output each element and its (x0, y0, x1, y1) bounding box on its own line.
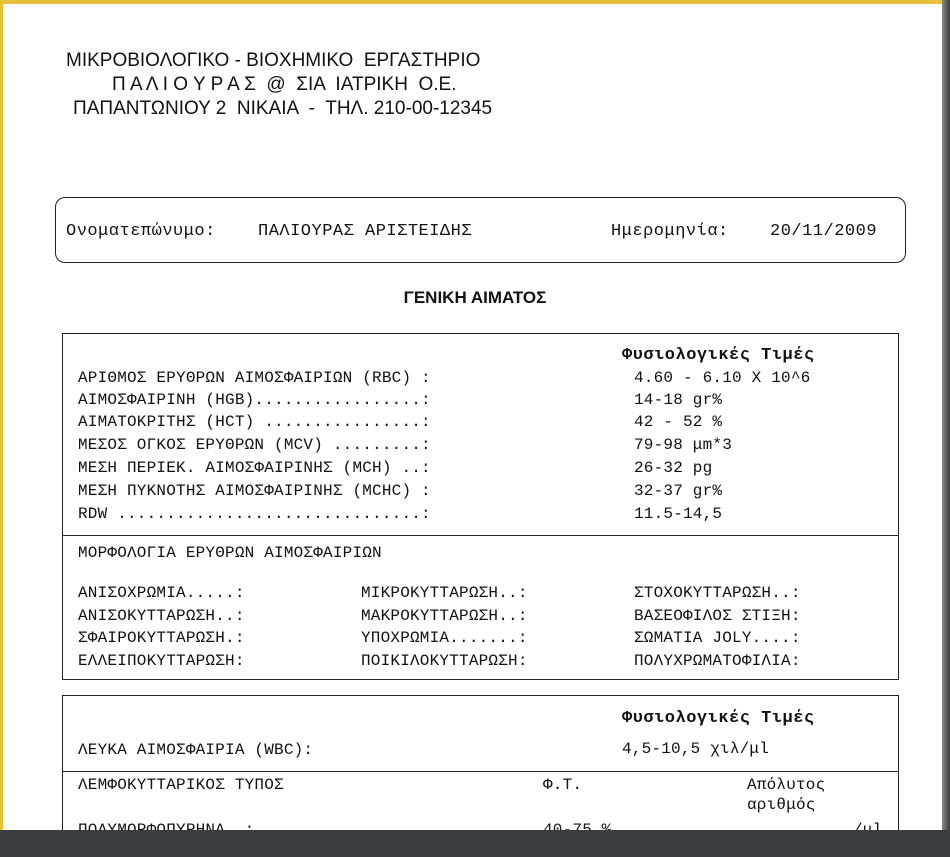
morphology-item: ΥΠΟΧΡΩΜΙΑ.......: (361, 629, 528, 647)
morphology-item: ΑΝΙΣΟΚΥΤΤΑΡΩΣΗ..: (78, 607, 245, 625)
lymph-type-header: ΛΕΜΦΟΚΥΤΤΑΡΙΚΟΣ ΤΥΠΟΣ (78, 776, 284, 794)
window-left-border (0, 0, 3, 830)
hct-row-label: ΑΙΜΑΤΟΚΡΙΤΗΣ (HCT) ................: (78, 413, 431, 431)
mcv-row-label: ΜΕΣΟΣ ΟΓΚΟΣ ΕΡΥΘΡΩΝ (MCV) .........: (78, 436, 431, 454)
report-title: ΓΕΝΙΚΗ ΑΙΜΑΤΟΣ (403, 288, 547, 307)
mcv-row-range: 79-98 μm*3 (634, 436, 733, 454)
window-top-border (0, 0, 950, 4)
morphology-divider (62, 535, 899, 536)
absolute-header-line1: Απόλυτος (747, 776, 826, 794)
patient-name-value: ΠΑΛΙΟΥΡΑΣ ΑΡΙΣΤΕΙΔΗΣ (258, 222, 473, 241)
wbc-normal-values-header: Φυσιολογικές Τιμές (622, 709, 815, 728)
morphology-item: ΣΩΜΑΤΙΑ JOLY....: (634, 629, 801, 647)
morphology-item: ΣΦΑΙΡΟΚΥΤΤΑΡΩΣΗ.: (78, 629, 245, 647)
rbc-normal-values-header: Φυσιολογικές Τιμές (622, 346, 815, 365)
rbc-row-label: ΑΡΙΘΜΟΣ ΕΡΥΘΡΩΝ ΑΙΜΟΣΦΑΙΡΙΩΝ (RBC) : (78, 369, 431, 387)
mch-row-label: ΜΕΣΗ ΠΕΡΙΕΚ. ΑΙΜΟΣΦΑΙΡΙΝΗΣ (MCH) ..: (78, 459, 431, 477)
mch-row-range: 26-32 pg (634, 459, 713, 477)
lab-name: ΜΙΚΡΟΒΙΟΛΟΓΙΚΟ - ΒΙΟΧΗΜΙΚΟ ΕΡΓΑΣΤΗΡΙΟ (66, 50, 481, 71)
morphology-item: ΠΟΛΥΧΡΩΜΑΤΟΦΙΛΙΑ: (634, 652, 801, 670)
morphology-item: ΣΤΟΧΟΚΥΤΤΑΡΩΣΗ..: (634, 584, 801, 602)
mchc-row-label: ΜΕΣΗ ΠΥΚΝΟΤΗΣ ΑΙΜΟΣΦΑΙΡΙΝΗΣ (MCHC) : (78, 482, 431, 500)
rdw-row-range: 11.5-14,5 (634, 505, 723, 523)
rdw-row-label: RDW ...............................: (78, 505, 431, 523)
hgb-row-range: 14-18 gr% (634, 391, 723, 409)
window-right-border (942, 0, 950, 830)
lymph-divider (62, 771, 899, 772)
rbc-row-range: 4.60 - 6.10 X 10^6 (634, 369, 811, 387)
hct-row-range: 42 - 52 % (634, 413, 723, 431)
wbc-label: ΛΕΥΚΑ ΑΙΜΟΣΦΑΙΡΙΑ (WBC): (78, 741, 314, 759)
ft-header: Φ.Τ. (543, 776, 583, 794)
morphology-item: ΒΑΣΕΟΦΙΛΟΣ ΣΤΙΞΗ: (634, 607, 801, 625)
hgb-row-label: ΑΙΜΟΣΦΑΙΡΙΝΗ (HGB).................: (78, 391, 431, 409)
morphology-item: ΜΑΚΡΟΚΥΤΤΑΡΩΣΗ..: (361, 607, 528, 625)
morphology-item: ΠΟΙΚΙΛΟΚΥΤΤΑΡΩΣΗ: (361, 652, 528, 670)
date-label: Ημερομηνία: (611, 222, 729, 241)
morphology-item: ΜΙΚΡΟΚΥΤΤΑΡΩΣΗ..: (361, 584, 528, 602)
lab-company: Π Α Λ Ι Ο Υ Ρ Α Σ @ ΣΙΑ ΙΑΤΡΙΚΗ Ο.Ε. (112, 74, 457, 95)
lab-address: ΠΑΠΑΝΤΩΝΙΟΥ 2 ΝΙΚΑΙΑ - ΤΗΛ. 210-00-12345 (73, 98, 493, 119)
morphology-header: ΜΟΡΦΟΛΟΓΙΑ ΕΡΥΘΡΩΝ ΑΙΜΟΣΦΑΙΡΙΩΝ (78, 544, 382, 562)
absolute-header-line2: αριθμός (747, 796, 816, 814)
wbc-range: 4,5-10,5 χιλ/μl (622, 740, 770, 758)
patient-name-label: Ονοματεπώνυμο: (66, 222, 216, 241)
mchc-row-range: 32-37 gr% (634, 482, 723, 500)
morphology-item: ΕΛΛΕΙΠΟΚΥΤΤΑΡΩΣΗ: (78, 652, 245, 670)
window-bottom-bar (0, 830, 950, 857)
date-value: 20/11/2009 (770, 222, 878, 241)
morphology-item: ΑΝΙΣΟΧΡΩΜΙΑ.....: (78, 584, 245, 602)
